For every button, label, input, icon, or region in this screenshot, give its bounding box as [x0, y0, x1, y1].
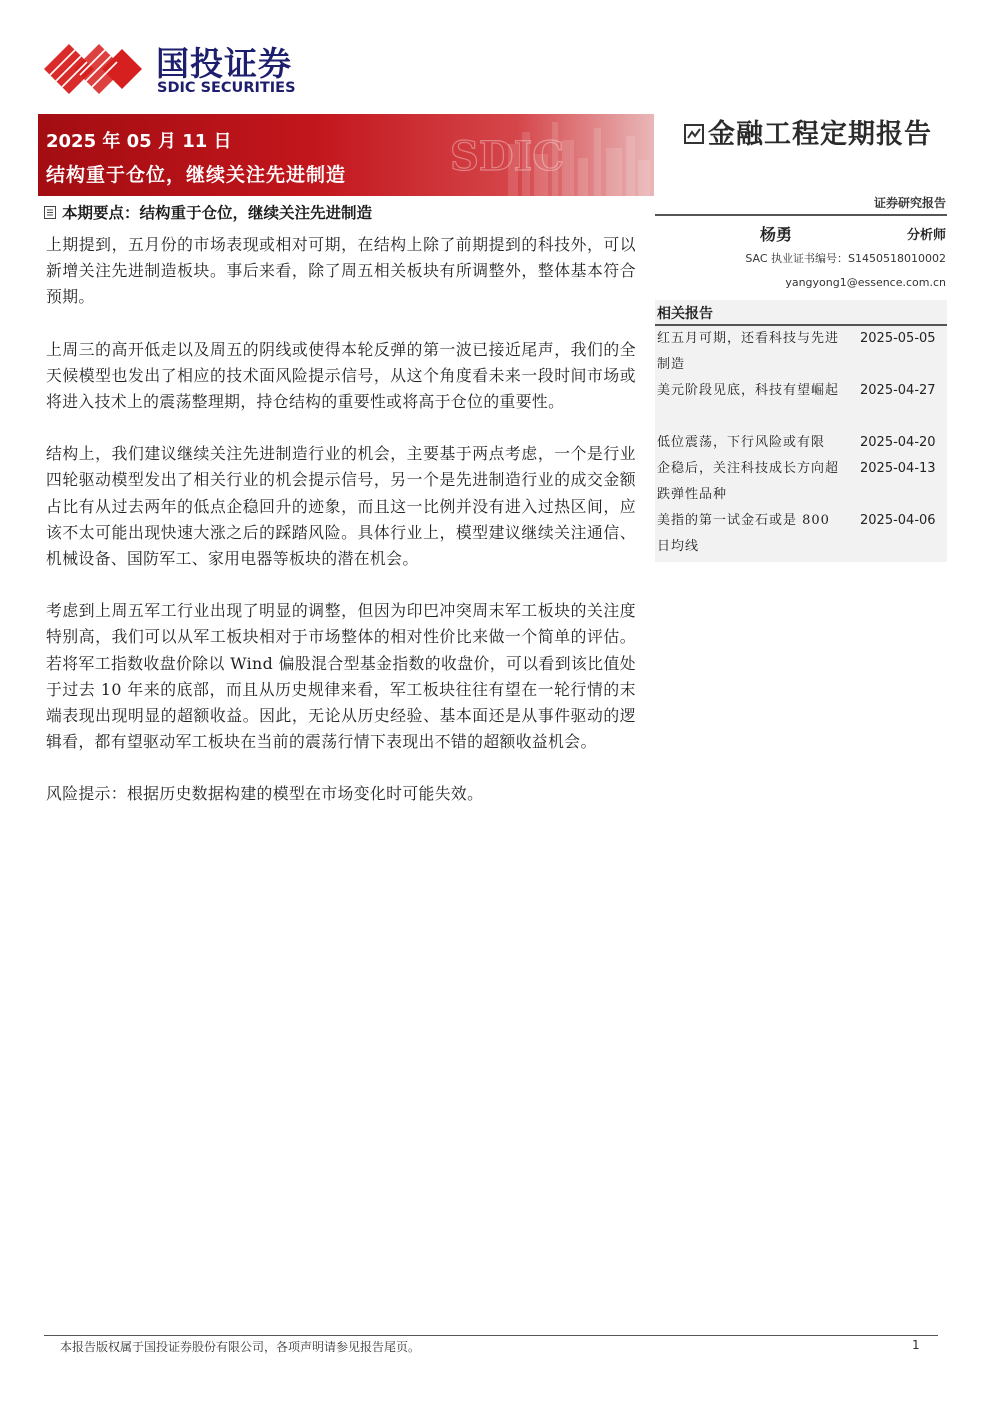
related-reports-panel	[655, 300, 947, 562]
body-paragraph: 上周三的高开低走以及周五的阴线或使得本轮反弹的第一波已接近尾声，我们的全天候模型也发出了相应的技术面风险提示信号，从这个角度看未来一段时间市场或将进入技术上的震荡整理期，持仓结构的重要性或将高于仓位的重要性。	[46, 339, 636, 412]
document-icon	[44, 206, 56, 219]
related-reports-title: 相关报告	[657, 306, 713, 322]
line-chart-icon	[684, 124, 704, 144]
company-logo	[44, 44, 324, 100]
analyst-cert: SAC 执业证书编号：S1450518010002	[745, 252, 946, 265]
logo-name-cn: 国投证券	[156, 44, 292, 83]
header-divider	[655, 214, 947, 216]
logo-mark-icon	[44, 44, 144, 94]
related-report-date: 2025-04-20	[860, 435, 936, 450]
title-banner	[38, 114, 654, 196]
footer-divider	[44, 1335, 938, 1336]
page-number: 1	[912, 1338, 920, 1352]
sdic-watermark: SDIC	[450, 133, 565, 180]
report-type-label: 金融工程定期报告	[708, 119, 932, 150]
report-date: 2025 年 05 月 11 日	[46, 131, 232, 152]
analyst-name: 杨勇	[760, 225, 793, 244]
analyst-role: 分析师	[906, 228, 946, 243]
related-reports-header	[655, 300, 947, 326]
analyst-email-link[interactable]: yangyong1@essence.com.cn	[785, 276, 946, 289]
logo-name-en: SDIC SECURITIES	[157, 80, 296, 96]
body-paragraph: 结构上，我们建议继续关注先进制造行业的机会，主要基于两点考虑，一个是行业四轮驱动模型发出了相关行业的机会提示信号，另一个是先进制造行业的成交金额占比有从过去两年的低点企稳回升的迹象，而且这一比例并没有进入过热区间，应该不太可能出现快速大涨之后的踩踏风险。具体行业上，模型建议继续关注通信、机械设备、国防军工、家用电器等板块的潜在机会。	[46, 444, 636, 569]
report-title: 结构重于仓位，继续关注先进制造	[46, 164, 347, 186]
keypoint-label: 本期要点：结构重于仓位，继续关注先进制造	[62, 204, 373, 222]
related-report-title[interactable]: 美元阶段见底，科技有望崛起	[657, 383, 840, 398]
report-body	[46, 232, 636, 834]
related-report-date: 2025-05-05	[860, 331, 936, 346]
related-report-date: 2025-04-13	[860, 461, 936, 476]
related-report-date: 2025-04-27	[860, 383, 936, 398]
related-report-title[interactable]: 企稳后，关注科技成长方向超跌弹性品种	[657, 461, 840, 502]
related-report-date: 2025-04-06	[860, 513, 936, 528]
risk-warning: 风险提示：根据历史数据构建的模型在市场变化时可能失效。	[46, 784, 484, 804]
related-report-title[interactable]: 低位震荡，下行风险或有限	[657, 435, 826, 450]
body-paragraph: 上期提到，五月份的市场表现或相对可期，在结构上除了前期提到的科技外，可以新增关注先进制造板块。事后来看，除了周五相关板块有所调整外，整体基本符合预期。	[46, 235, 636, 307]
footer-disclaimer: 本报告版权属于国投证券股份有限公司，各项声明请参见报告尾页。	[60, 1340, 421, 1354]
report-subtype: 证券研究报告	[873, 196, 946, 210]
body-paragraph: 考虑到上周五军工行业出现了明显的调整，但因为印巴冲突周末军工板块的关注度特别高，我们可以从军工板块相对于市场整体的相对性价比来做一个简单的评估。若将军工指数收盘价除以 Wind 偏股混合型基金指数的收盘价，可以看到该比值处于过去 10 年来的底部，而且从历史规律来看，军工板块往往有望在一轮行情的末端表现出现明显的超额收益。因此，无论从历史经验、基本面还是从事件驱动的逻辑看，都有望驱动军工板块在当前的震荡行情下表现出不错的超额收益机会。	[46, 601, 636, 752]
related-report-title[interactable]: 美指的第一试金石或是 800 日均线	[657, 513, 830, 554]
related-report-title[interactable]: 红五月可期，还看科技与先进制造	[657, 331, 840, 372]
